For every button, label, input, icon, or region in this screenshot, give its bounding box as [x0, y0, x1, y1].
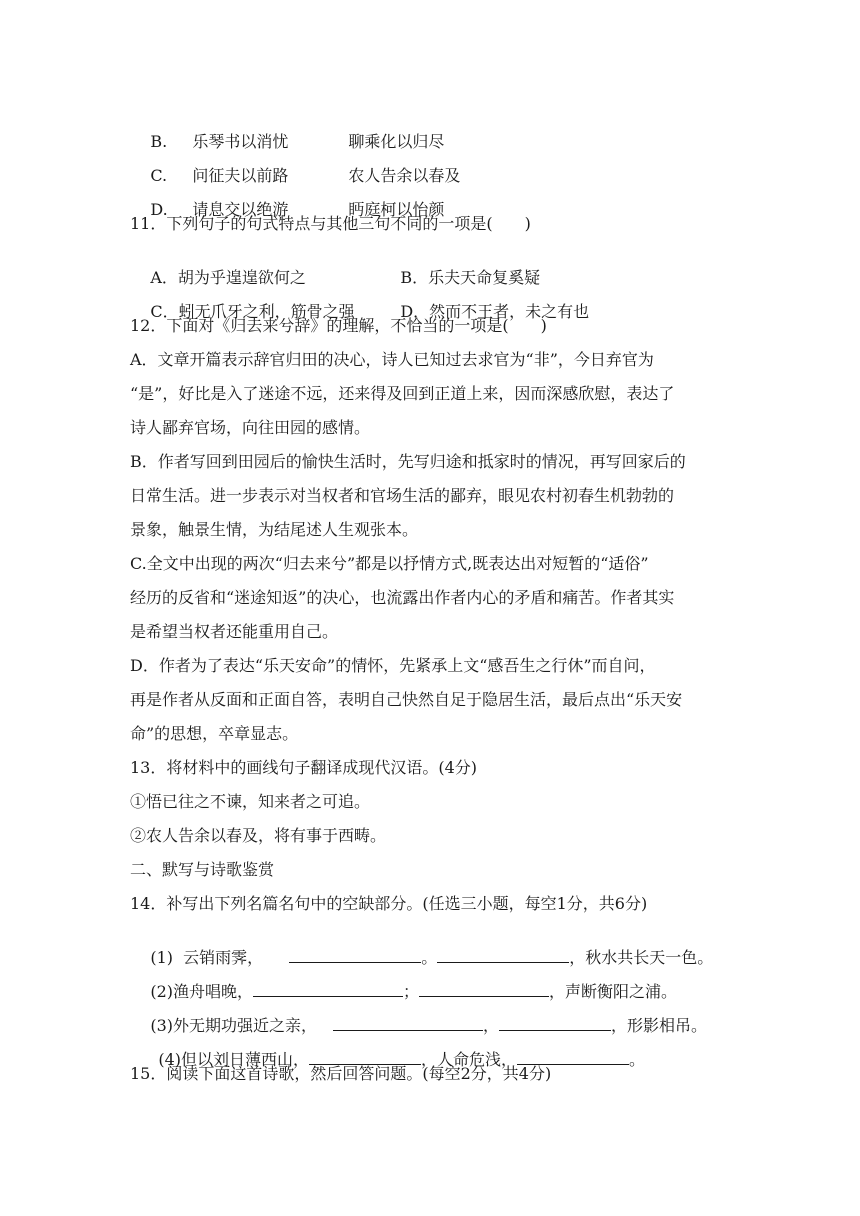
line-separator: 。	[421, 948, 438, 967]
option-text: A．胡为乎遑遑欲何之	[150, 268, 306, 287]
option-letter: B.	[150, 132, 168, 151]
option-text: 请息交以绝游	[192, 200, 289, 219]
line-prefix: (3)外无期功强近之亲，	[150, 1016, 318, 1035]
translation-sentence: ②农人告余以春及，将有事于西畴。	[130, 826, 387, 845]
section-heading: 二、默写与诗歌鉴赏	[130, 860, 275, 879]
question-stem: 14．补写出下列名篇名句中的空缺部分。(任选三小题，每空1分，共6分)	[130, 894, 648, 913]
translation-sentence: ①悟已往之不谏，知来者之可追。	[130, 792, 371, 811]
answer-blank[interactable]	[517, 1050, 629, 1065]
paragraph-line: “是”，好比是入了迷途不远，还来得及回到正道上来，因而深感欣慰，表达了	[130, 384, 675, 403]
line-separator: ；	[403, 982, 420, 1001]
answer-blank[interactable]	[253, 982, 403, 997]
option-text: 眄庭柯以怡颜	[348, 200, 445, 219]
answer-blank[interactable]	[333, 1016, 483, 1031]
line-suffix: ，声断衡阳之浦。	[549, 982, 678, 1001]
paragraph-line: 诗人鄙弃官场，向往田园的感情。	[130, 418, 371, 437]
question-stem: 12．下面对《归去来兮辞》的理解，不恰当的一项是( )	[130, 316, 547, 335]
answer-blank[interactable]	[309, 1050, 421, 1065]
paragraph-line: D．作者为了表达“乐天安命”的情怀，先紧承上文“感吾生之行休”而自问，	[130, 656, 656, 675]
question-stem: 11．下列句子的句式特点与其他三句不同的一项是( )	[130, 214, 531, 233]
option-text: C．蚓无爪牙之利，筋骨之强	[150, 302, 355, 321]
option-text: 问征夫以前路	[192, 166, 289, 185]
line-prefix: (1) 云销雨霁，	[150, 948, 264, 967]
answer-blank[interactable]	[419, 982, 549, 997]
option-text: D．然而不王者，未之有也	[400, 302, 590, 321]
question-stem: 13．将材料中的画线句子翻译成现代汉语。(4分)	[130, 758, 478, 777]
line-suffix: ，形影相吊。	[611, 1016, 708, 1035]
paragraph-line: 经历的反省和“迷途知返”的决心，也流露出作者内心的矛盾和痛苦。作者其实	[130, 588, 675, 607]
answer-blank[interactable]	[437, 948, 569, 963]
option-text: B．乐夫天命复奚疑	[400, 268, 541, 287]
paragraph-line: 再是作者从反面和正面自答，表明自己快然自足于隐居生活，最后点出“乐天安	[130, 690, 683, 709]
paragraph-line: 景象，触景生情，为结尾述人生观张本。	[130, 520, 419, 539]
paragraph-line: 命”的思想，卒章显志。	[130, 724, 299, 743]
line-prefix: (2)渔舟唱晚，	[150, 982, 254, 1001]
paragraph-line: 日常生活。进一步表示对当权者和官场生活的鄙弃，眼见农村初春生机勃勃的	[130, 486, 675, 505]
line-prefix: (4)但以刘日薄西山，	[158, 1050, 310, 1069]
line-separator: ，	[483, 1016, 500, 1035]
answer-blank[interactable]	[499, 1016, 611, 1031]
paragraph-line: B．作者写回到田园后的愉快生活时，先写归途和抵家时的情况，再写回家后的	[130, 452, 686, 471]
option-text: 乐琴书以消忧	[192, 132, 289, 151]
option-letter: D.	[150, 200, 168, 219]
line-separator: ，人命危浅，	[421, 1050, 518, 1069]
line-suffix: 。	[629, 1050, 646, 1069]
option-text: 聊乘化以归尽	[348, 132, 445, 151]
answer-blank[interactable]	[289, 948, 421, 963]
paragraph-line: A．文章开篇表示辞官归田的决心，诗人已知过去求官为“非”，今日弃官为	[130, 350, 654, 369]
paragraph-line: C.全文中出现的两次“归去来兮”都是以抒情方式,既表达出对短暂的“适俗”	[130, 554, 649, 573]
paragraph-line: 是希望当权者还能重用自己。	[130, 622, 339, 641]
line-suffix: ，秋水共长天一色。	[569, 948, 714, 967]
option-text: 农人告余以春及	[348, 166, 461, 185]
option-letter: C.	[150, 166, 168, 185]
question-stem: 15．阅读下面这首诗歌，然后回答问题。(每空2分，共4分)	[130, 1064, 552, 1083]
